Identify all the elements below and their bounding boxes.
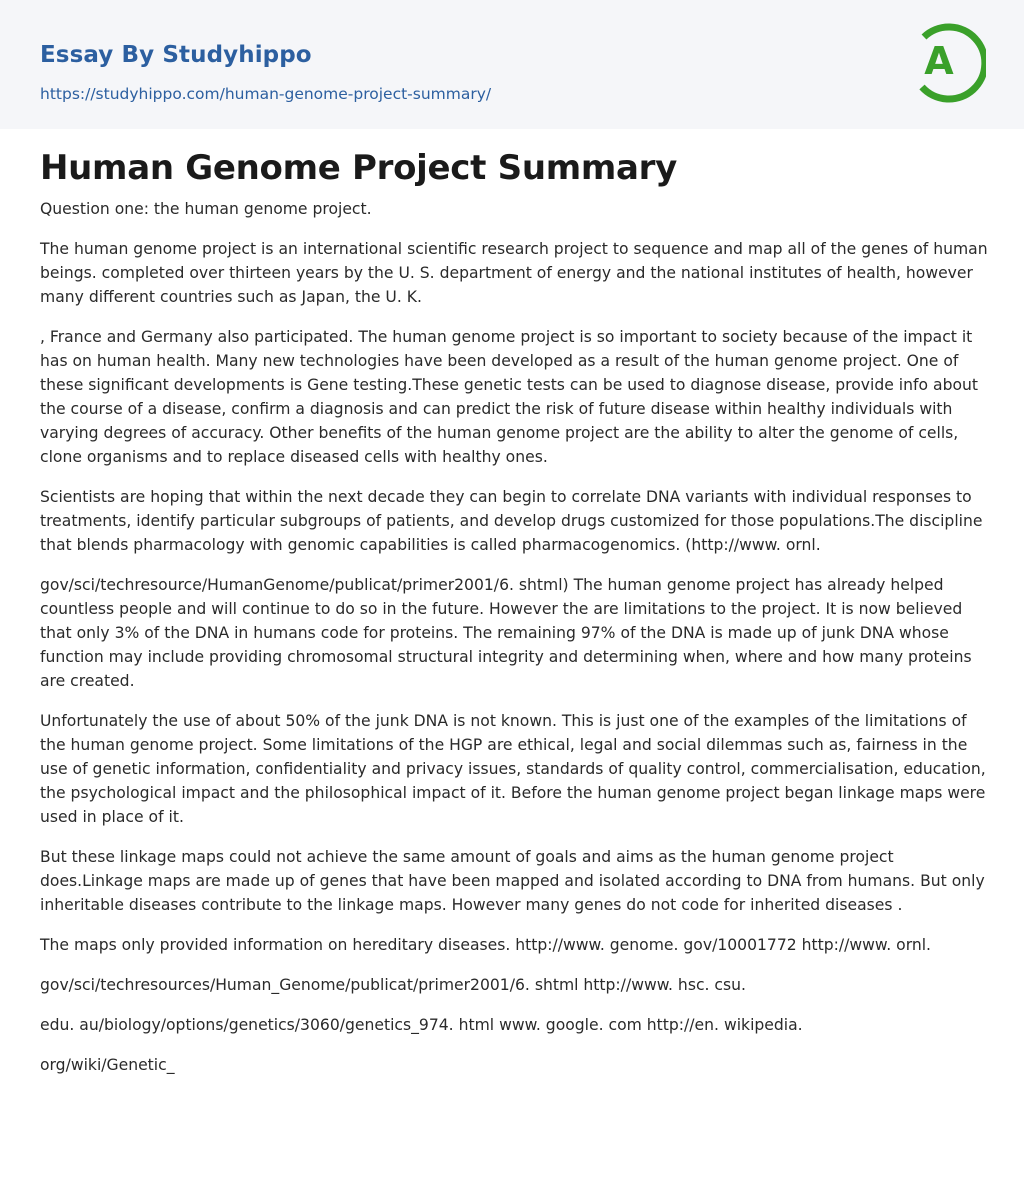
logo-letter: A: [924, 39, 954, 83]
site-brand[interactable]: Essay By Studyhippo: [40, 42, 312, 68]
paragraph: gov/sci/techresource/HumanGenome/publicat/primer2001/6. shtml) The human genome project has already helped countless people and will continue to do so in the future. However the are limitations to the project. It is now believed that only 3% of the DNA in humans code for proteins. The remaining 97% of the DNA is made up of junk DNA whose function may include providing chromosomal structural integrity and determining when, where and how many proteins are created.: [40, 576, 972, 690]
paragraph: edu. au/biology/options/genetics/3060/genetics_974. html www. google. com http://en. wikipedia.: [40, 1016, 803, 1034]
paragraph: But these linkage maps could not achieve the same amount of goals and aims as the human genome project does.Linkage maps are made up of genes that have been mapped and isolated according to DNA from humans. But only inheritable diseases contribute to the linkage maps. However many genes do not code for inherited diseases .: [40, 848, 985, 914]
paragraph: Question one: the human genome project.: [40, 200, 372, 218]
paragraph: The human genome project is an international scientific research project to sequence and map all of the genes of human beings. completed over thirteen years by the U. S. department of energy and the national institutes of health, however many different countries such as Japan, the U. K.: [40, 240, 988, 306]
page-title: Human Genome Project Summary: [40, 148, 677, 188]
paragraph: Scientists are hoping that within the next decade they can begin to correlate DNA variants with individual responses to treatments, identify particular subgroups of patients, and develop drugs customized for those populations.The discipline that blends pharmacology with genomic capabilities is called pharmacogenomics. (http://www. ornl.: [40, 488, 983, 554]
article: [40, 146, 988, 1093]
studyhippo-logo-icon[interactable]: [912, 19, 986, 105]
paragraph: org/wiki/Genetic_: [40, 1056, 175, 1074]
source-url-link[interactable]: https://studyhippo.com/human-genome-project-summary/: [40, 85, 492, 103]
paragraph: Unfortunately the use of about 50% of the junk DNA is not known. This is just one of the examples of the limitations of the human genome project. Some limitations of the HGP are ethical, legal and social dilemmas such as, fairness in the use of genetic information, confidentiality and privacy issues, standards of quality control, commercialisation, education, the psychological impact and the philosophical impact of it. Before the human genome project began linkage maps were used in place of it.: [40, 712, 986, 826]
paragraph: The maps only provided information on hereditary diseases. http://www. genome. gov/10001772 http://www. ornl.: [40, 936, 932, 954]
paragraph: , France and Germany also participated. The human genome project is so important to society because of the impact it has on human health. Many new technologies have been developed as a result of the human genome project. One of these significant developments is Gene testing.These genetic tests can be used to diagnose disease, provide info about the course of a disease, confirm a diagnosis and can predict the risk of future disease within healthy individuals with varying degrees of accuracy. Other benefits of the human genome project are the ability to alter the genome of cells, clone organisms and to replace diseased cells with healthy ones.: [40, 328, 979, 466]
page-header: [0, 0, 1024, 129]
paragraph: gov/sci/techresources/Human_Genome/publicat/primer2001/6. shtml http://www. hsc. csu.: [40, 976, 746, 994]
